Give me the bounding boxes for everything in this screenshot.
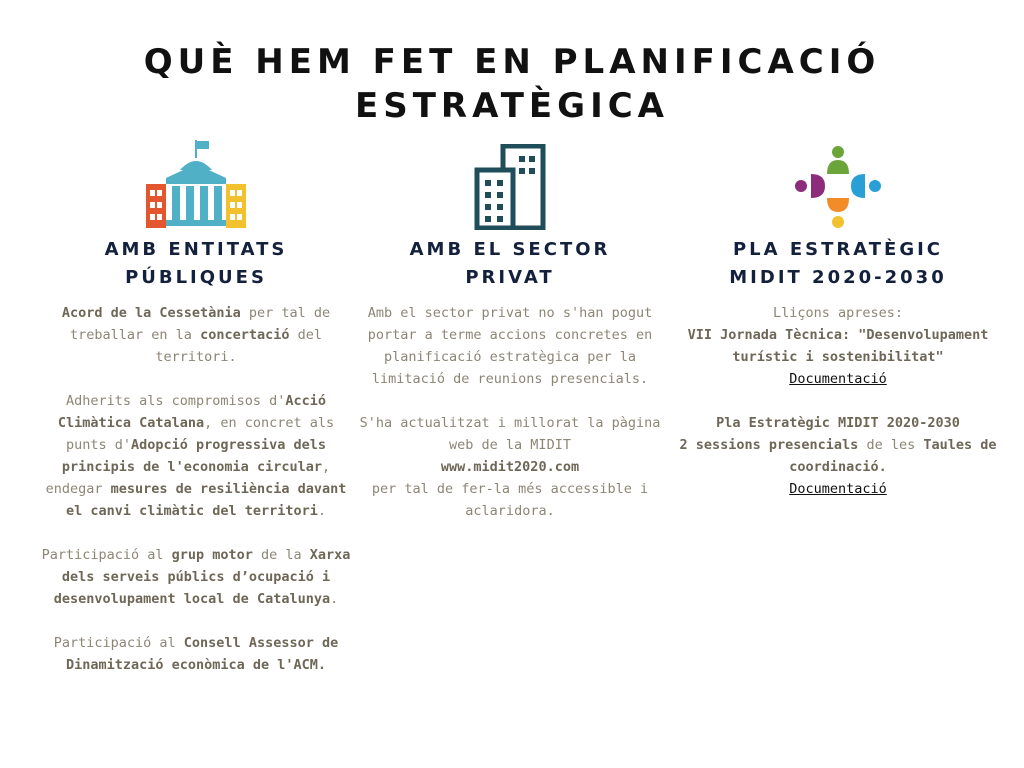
text: del territori.	[155, 327, 322, 365]
paragraph-website	[350, 412, 670, 522]
bold-text: Acord de la Cessetània	[61, 305, 241, 321]
people-circle-icon	[678, 140, 998, 230]
bold-text: Acció Climàtica Catalana	[57, 393, 327, 431]
column-heading-line2: PRIVAT	[465, 267, 555, 288]
text: , en concret als punts d'	[65, 415, 335, 453]
bold-text: mesures de resiliència davant el canvi climàtic del territori	[65, 481, 347, 519]
column-heading	[350, 236, 670, 292]
column-heading-line2: PÚBLIQUES	[125, 267, 267, 288]
column-body	[36, 302, 356, 676]
column-strategic-plan	[678, 140, 998, 522]
column-private-sector	[350, 140, 670, 544]
paragraph-grup-motor	[36, 544, 356, 610]
paragraph-accio-climatica	[36, 390, 356, 522]
bold-text: Xarxa dels serveis públics d’ocupació i desenvolupament local de Catalunya	[53, 547, 351, 607]
text: .	[330, 591, 339, 607]
column-heading-line1: AMB EL SECTOR	[409, 239, 611, 260]
paragraph-consell-assessor	[36, 632, 356, 676]
government-building-icon	[36, 140, 356, 230]
bold-text: concertació	[200, 327, 290, 343]
text: Lliçons apreses:	[772, 305, 904, 321]
bold-text: grup motor	[171, 547, 253, 563]
column-heading	[678, 236, 998, 292]
text: per tal de treballar en la	[70, 305, 331, 343]
section-plan	[678, 412, 998, 500]
text: Adherits als compromisos d'	[65, 393, 286, 409]
paragraph-cessetania	[36, 302, 356, 368]
page-title	[0, 40, 1024, 128]
text: de les	[858, 437, 924, 453]
column-heading-line1: PLA ESTRATÈGIC	[732, 239, 944, 260]
website-url: www.midit2020.com	[440, 459, 580, 475]
bold-text: 2 sessions presencials	[679, 437, 859, 453]
text: Participació al	[41, 547, 172, 563]
text: , endegar	[45, 459, 331, 497]
column-heading-line1: AMB ENTITATS	[104, 239, 288, 260]
office-buildings-icon	[350, 140, 670, 230]
documentacio-link-1[interactable]: Documentació	[789, 371, 887, 387]
text: .	[317, 503, 327, 519]
column-heading-line2: MIDIT 2020-2030	[729, 267, 947, 288]
text: per tal de fer-la més accessible i aclaridora.	[371, 481, 649, 519]
page-title-line1: QUÈ HEM FET EN PLANIFICACIÓ	[143, 42, 881, 82]
column-body	[678, 302, 998, 500]
bold-text: Pla Estratègic MIDIT 2020-2030	[716, 415, 960, 431]
section-lessons	[678, 302, 998, 390]
column-public-entities	[36, 140, 356, 698]
bold-text: Taules de coordinació.	[789, 437, 997, 475]
column-body	[350, 302, 670, 522]
paragraph-private-limitation: Amb el sector privat no s'han pogut portar a terme accions concretes en planificació estratègica per la limitació de reunions presencials.	[367, 305, 653, 387]
bold-text: VII Jornada Tècnica: "Desenvolupament turístic i sostenibilitat"	[687, 327, 989, 365]
column-heading	[36, 236, 356, 292]
text: Participació al	[53, 635, 184, 651]
bold-text: Adopció progressiva dels principis de l'economia circular	[61, 437, 327, 475]
bold-text: Consell Assessor de Dinamització econòmica de l'ACM.	[65, 635, 339, 673]
text: de la	[252, 547, 310, 563]
documentacio-link-2[interactable]: Documentació	[789, 481, 887, 497]
page-title-line2: ESTRATÈGICA	[354, 86, 669, 126]
text: S'ha actualitzat i millorat la pàgina web de la MIDIT	[359, 415, 661, 453]
